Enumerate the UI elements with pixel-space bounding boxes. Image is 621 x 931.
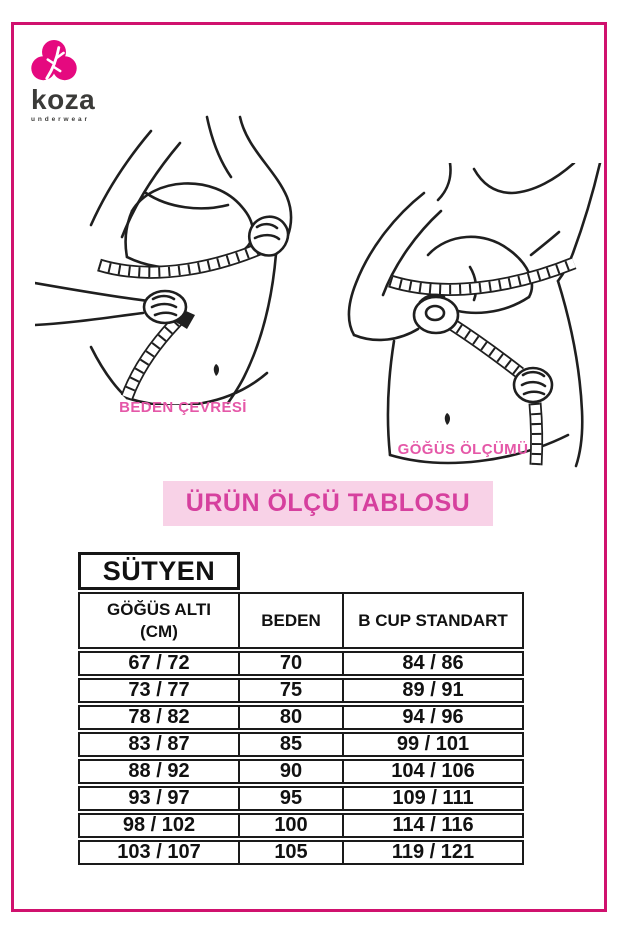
- size-table: [78, 552, 524, 865]
- page-frame: [11, 22, 607, 912]
- underbust-label: BEDEN ÇEVRESİ: [119, 399, 247, 416]
- product-name-cell: SÜTYEN: [78, 552, 240, 590]
- header-size: BEDEN: [238, 592, 344, 649]
- header-bcup: B CUP STANDART: [342, 592, 524, 649]
- header-underbust: GÖĞÜS ALTI (CM): [78, 592, 240, 649]
- brand-logo: [31, 39, 101, 123]
- table-row: 73 / 77 75 89 / 91: [78, 678, 524, 703]
- table-header-row: [78, 592, 524, 649]
- table-row: 83 / 87 85 99 / 101: [78, 732, 524, 757]
- brand-tagline: underwear: [31, 116, 90, 123]
- size-chart-banner: ÜRÜN ÖLÇÜ TABLOSU: [163, 481, 493, 526]
- brand-name: koza: [31, 84, 96, 115]
- table-row: 93 / 97 95 109 / 111: [78, 786, 524, 811]
- koza-trefoil-icon: [31, 39, 77, 85]
- measuring-tape-end: [127, 315, 183, 397]
- table-row: 78 / 82 80 94 / 96: [78, 705, 524, 730]
- table-row: 88 / 92 90 104 / 106: [78, 759, 524, 784]
- table-row: 103 / 107 105 119 / 121: [78, 840, 524, 865]
- table-row: 98 / 102 100 114 / 116: [78, 813, 524, 838]
- underbust-measure-illustration: [35, 115, 327, 405]
- measuring-tape-band: [390, 263, 574, 289]
- measuring-tape-diagonal: [450, 323, 520, 373]
- bust-label: GÖĞÜS ÖLÇÜMÜ: [397, 441, 529, 458]
- table-row: 67 / 72 70 84 / 86: [78, 651, 524, 676]
- bust-measure-illustration: [332, 163, 604, 468]
